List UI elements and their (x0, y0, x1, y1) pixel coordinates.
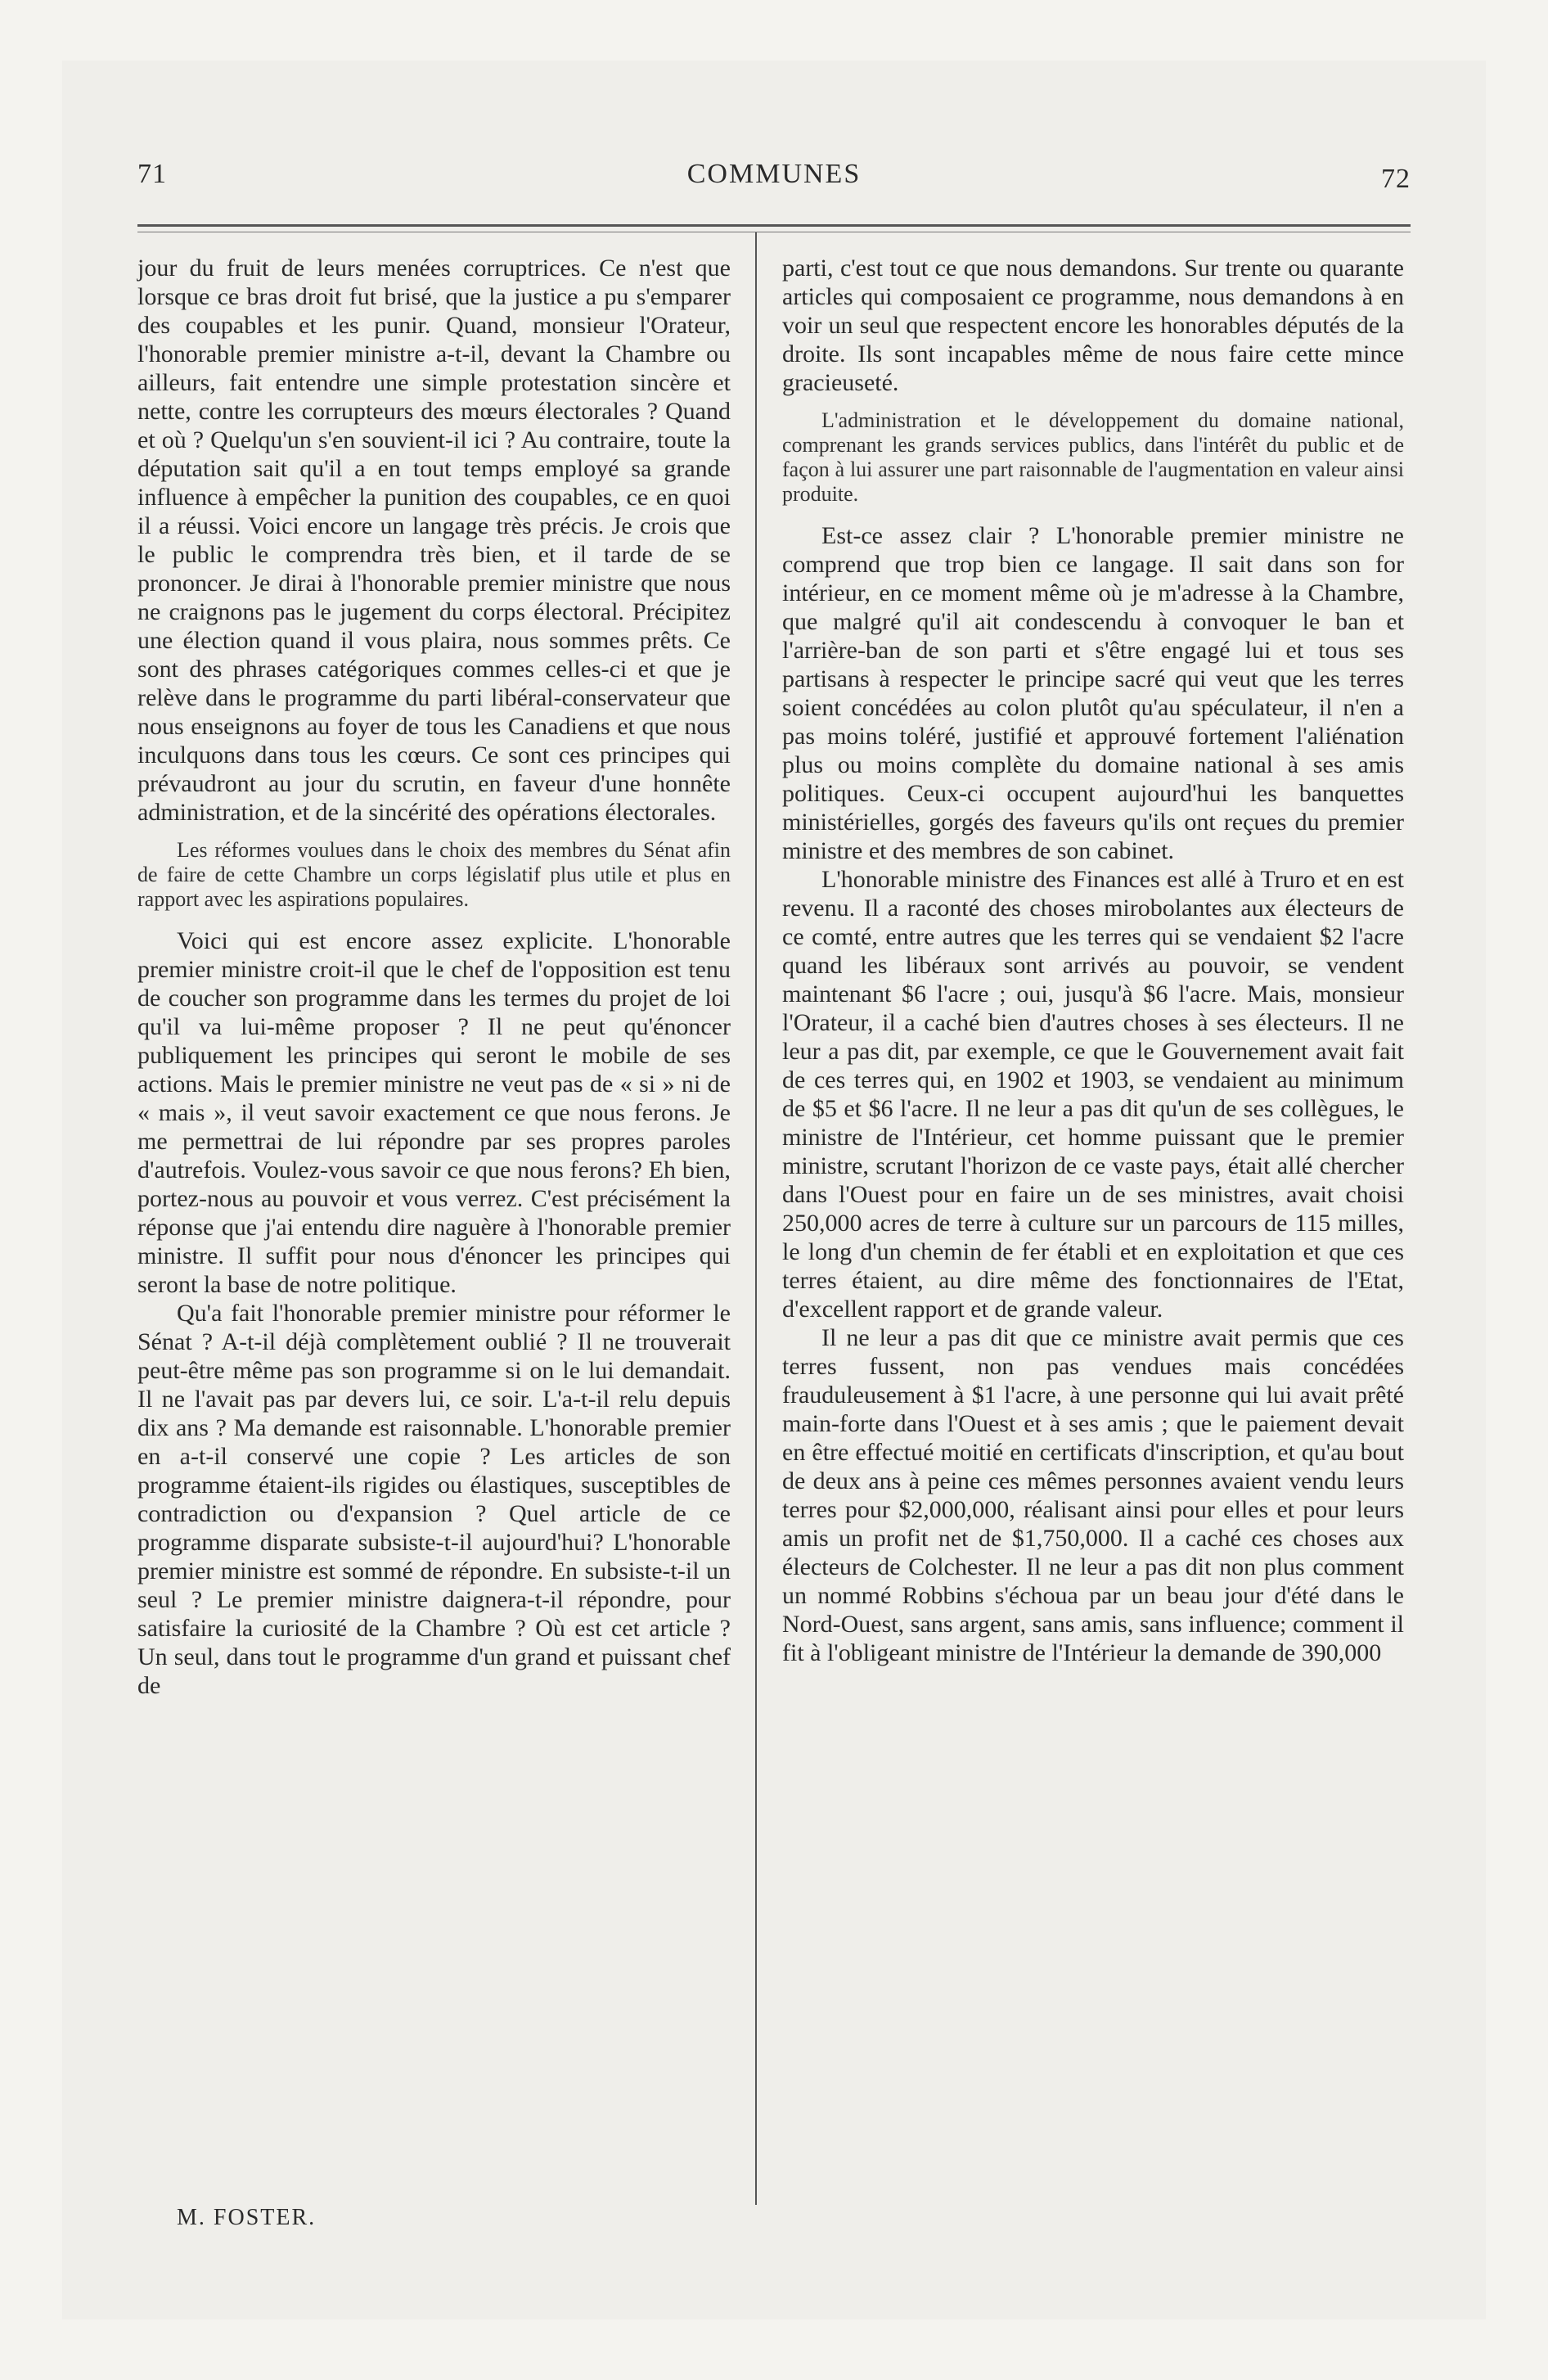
left-paragraph-1: jour du fruit de leurs menées corruptrices. Ce n'est que lorsque ce bras droit fut brisé, que la justice a pu s'emparer des coupables et les punir. Quand, monsieur l'Orateur, l'honorable premier ministre a-t-il, devant la Chambre ou ailleurs, fait entendre une simple protestation sincère et nette, contre les corrupteurs des mœurs électorales ? Quand et où ? Quelqu'un s'en souvient-il ici ? Au contraire, toute la députation sait qu'il a en tout temps employé sa grande influence à empêcher la punition des coupables, ce en quoi il a réussi. Voici encore un langage très précis. Je crois que le public le comprendra très bien, et il tarde de se prononcer. Je dirai à l'honorable premier ministre que nous ne craignons pas le jugement du corps électoral. Précipitez une élection quand il vous plaira, nous sommes prêts. Ce sont des phrases catégoriques commes celles-ci et que je relève dans le programme du parti libéral-conservateur que nous enseignons au foyer de tous les Canadiens et que nous inculquons dans tous les cœurs. Ce sont ces principes qui prévaudront au jour du scrutin, en faveur d'une honnête administration, et de la sincérité des opérations électorales. (137, 255, 731, 826)
left-column (137, 254, 731, 1700)
right-quoted-article: L'administration et le développement du domaine national, comprenant les grands services publics, dans l'intérêt du public et de façon à lui assurer une part raisonnable de l'augmentation en valeur ainsi produite. (782, 408, 1404, 506)
scanned-page (62, 61, 1486, 2319)
left-quoted-article: Les réformes voulues dans le choix des membres du Sénat afin de faire de cette Chambre un corps législatif plus utile et plus en rapport avec les aspirations populaires. (137, 838, 731, 911)
right-paragraph-3: L'honorable ministre des Finances est allé à Truro et en est revenu. Il a raconté des choses mirobolantes aux électeurs de ce comté, entre autres que les terres qui se vendaient $2 l'acre quand les libéraux sont arrivés au pouvoir, se vendent maintenant $6 l'acre ; oui, jusqu'à $6 l'acre. Mais, monsieur l'Orateur, il a caché bien d'autres choses à ses électeurs. Il ne leur a pas dit, par exemple, ce que le Gouvernement avait fait de ces terres qui, en 1902 et 1903, se vendaient au minimum de $5 et $6 l'acre. Il ne leur a pas dit qu'un de ses collègues, le ministre de l'Intérieur, cet homme puissant que le premier ministre, scrutant l'horizon de ce vaste pays, était allé chercher dans l'Ouest pour en faire un de ses ministres, avait choisi 250,000 acres de terre à culture sur un parcours de 115 milles, le long d'un chemin de fer établi et en exploitation et que ces terres étaient, au dire même des fonctionnaires de l'Etat, d'excellent rapport et de grande valeur. (782, 866, 1404, 1323)
right-column (782, 254, 1404, 1667)
header-rule (137, 224, 1411, 232)
page-number-left: 71 (137, 159, 167, 189)
page-header (137, 159, 1411, 208)
right-paragraph-4: Il ne leur a pas dit que ce ministre avait permis que ces terres fussent, non pas vendues mais concédées frauduleusement à $1 l'acre, à une personne qui lui avait prêté main-forte dans l'Ouest et à ses amis ; que le paiement devait en être effectué moitié en certificats d'inscription, et qu'au bout de deux ans à peine ces mêmes personnes avaient vendu leurs terres pour $2,000,000, réalisant ainsi pour elles et pour leurs amis un profit net de $1,750,000. Il a caché ces choses aux électeurs de Colchester. Il ne leur a pas dit non plus comment un nommé Robbins s'échoua par un beau jour d'été dans le Nord-Ouest, sans argent, sans amis, sans influence; comment il fit à l'obligeant ministre de l'Intérieur la demande de 390,000 (782, 1324, 1404, 1666)
left-paragraph-3: Qu'a fait l'honorable premier ministre pour réformer le Sénat ? A-t-il déjà complètement oublié ? Il ne trouverait peut-être même pas son programme si on le lui demandait. Il ne l'avait pas par devers lui, ce soir. L'a-t-il relu depuis dix ans ? Ma demande est raisonnable. L'honorable premier en a-t-il conservé une copie ? Les articles de son programme étaient-ils rigides ou élastiques, susceptibles de contradiction ou d'expansion ? Quel article de ce programme disparate subsiste-t-il aujourd'hui? L'honorable premier ministre est sommé de répondre. En subsiste-t-il un seul ? Le premier ministre daignera-t-il répondre, pour satisfaire la curiosité de la Chambre ? Où est cet article ? Un seul, dans tout le programme d'un grand et puissant chef de (137, 1300, 731, 1699)
page-title: COMMUNES (686, 159, 862, 189)
column-divider (755, 232, 757, 2205)
page-number-right: 72 (1381, 164, 1411, 194)
right-paragraph-2: Est-ce assez clair ? L'honorable premier ministre ne comprend que trop bien ce langage. Il sait dans son for intérieur, en ce moment même où je m'adresse à la Chambre, que malgré qu'il ait condescendu à convoquer le ban et l'arrière-ban de son parti et s'être engagé lui et tous ses partisans à respecter le principe sacré qui veut que les terres soient concédées au colon plutôt qu'au spéculateur, il n'en a pas moins toléré, justifié et approuvé fortement l'aliénation plus ou moins complète du domaine national à ses amis politiques. Ceux-ci occupent aujourd'hui les banquettes ministérielles, gorgés des faveurs qu'ils ont reçues du premier ministre et des membres de son cabinet. (782, 522, 1404, 864)
right-paragraph-1: parti, c'est tout ce que nous demandons. Sur trente ou quarante articles qui composaient ce programme, nous demandons à en voir un seul que respectent encore les honorables députés de la droite. Ils sont incapables même de nous faire cette mince gracieuseté. (782, 255, 1404, 396)
left-paragraph-2: Voici qui est encore assez explicite. L'honorable premier ministre croit-il que le chef de l'opposition est tenu de coucher son programme dans les termes du projet de loi qu'il va lui-même proposer ? Il ne peut qu'énoncer publiquement les principes qui seront le mobile de ses actions. Mais le premier ministre ne veut pas de « si » ni de « mais », il veut savoir exactement ce que nous ferons. Je me permettrai de lui répondre par ses propres paroles d'autrefois. Voulez-vous savoir ce que nous ferons? Eh bien, portez-nous au pouvoir et vous verrez. C'est précisément la réponse que j'ai entendu dire naguère à l'honorable premier ministre. Il suffit pour nous d'énoncer les principes qui seront la base de notre politique. (137, 927, 731, 1298)
speaker-signature: M. FOSTER. (177, 2205, 317, 2230)
